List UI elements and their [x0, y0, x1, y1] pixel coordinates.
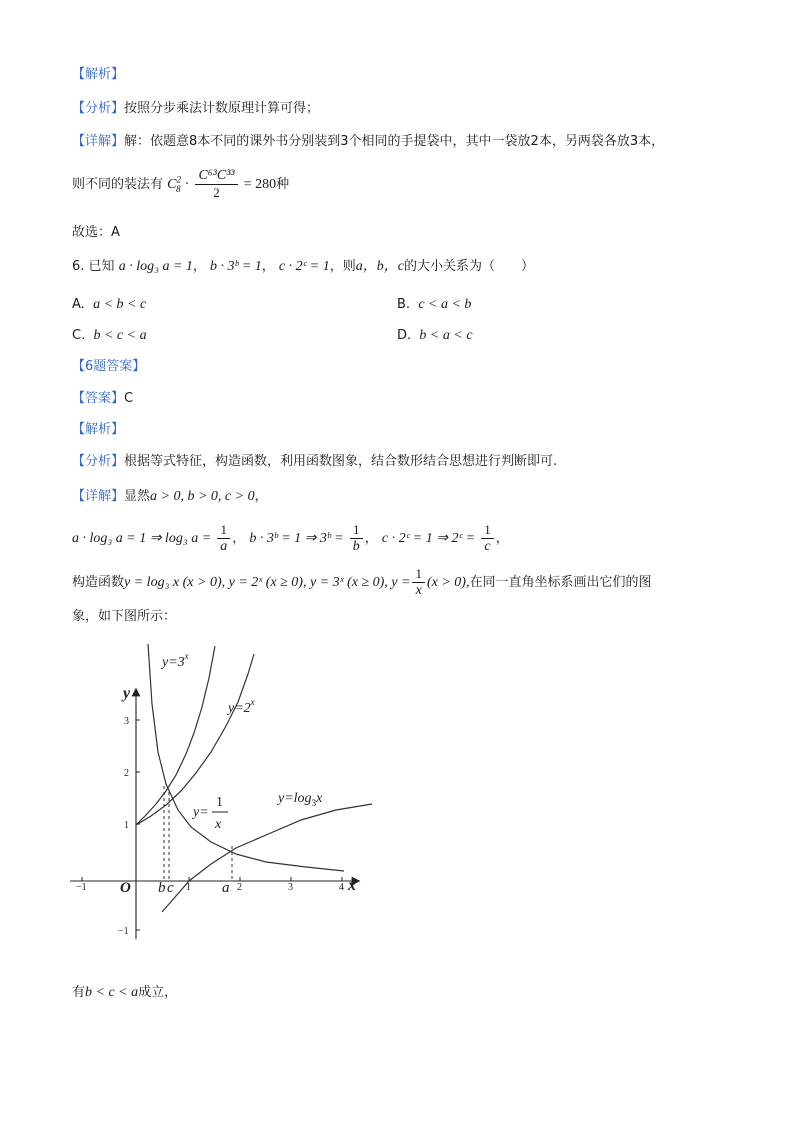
option-c-label: C. [72, 328, 86, 343]
option-d-label: D. [397, 328, 412, 343]
analysis-line-1 [72, 99, 319, 119]
answer-line [72, 389, 133, 409]
detail-line-2: 【详解】显然a > 0, b > 0, c > 0， [72, 489, 268, 504]
analysis-tag-1: 【分析】 [72, 101, 125, 116]
formula-fraction [195, 168, 237, 201]
x-tick-4: 4 [339, 882, 344, 893]
eq-a-frac: $\frac{1}{a}$ [217, 522, 230, 555]
x-tick-neg1: −1 [76, 882, 87, 893]
formula-prefix: 则不同的装法有 [72, 177, 164, 192]
option-b-label: B. [397, 297, 411, 312]
conclusion-line [72, 983, 177, 1003]
point-label-b: b [158, 880, 166, 896]
analysis-tag-2: 【分析】 [72, 454, 125, 469]
equations-line: a · log₃ a = 1 ⇒ log₃ a = $\frac{1}{a}$ ， b · 3ᵇ = 1 ⇒ 3ᵇ = $\frac{1}{b}$ ， c · 2ᶜ = 1 ⇒ 2ᶜ = $\frac{1}{c}$ ， [72, 522, 509, 554]
option-b-expr: c < a < b [418, 297, 472, 312]
y-axis-label: y [123, 685, 131, 702]
y-tick-neg1: −1 [118, 926, 129, 937]
q6-cond1: a · log₃ a = 1 [118, 259, 193, 274]
construct-line-2: 象，如下图所示： [72, 609, 177, 624]
function-graph [66, 634, 376, 944]
option-c[interactable] [72, 326, 147, 346]
x-tick-3: 3 [288, 882, 293, 893]
option-b[interactable] [397, 295, 471, 315]
q6-prefix: 6. 已知 [72, 259, 115, 274]
q6-vars: a，b，c [355, 259, 404, 274]
y-tick-2: 2 [124, 768, 129, 779]
detail-text-2: 显然 [124, 489, 151, 504]
label-log: $y=\log_3x$ [278, 791, 323, 808]
point-labels [158, 880, 230, 896]
construct-frac: $\frac{1}{x}$ [412, 566, 425, 599]
q6-cond2: b · 3ᵇ = 1 [210, 259, 262, 274]
option-d-expr: b < a < c [419, 328, 473, 343]
ticks [82, 720, 342, 930]
conclusion-prefix: 有 [72, 985, 86, 1000]
construct-prefix: 构造函数 [72, 575, 125, 590]
answer-tag: 【答案】 [72, 391, 125, 406]
y-tick-3: 3 [124, 716, 129, 727]
label-recip-left: y= [193, 805, 209, 820]
curve-2x [136, 654, 254, 825]
eq-a: a · log₃ a = 1 ⇒ log₃ a = [72, 531, 212, 546]
answer-6-header: 【6题答案】 [72, 359, 146, 374]
x-tick-2: 2 [237, 882, 242, 893]
analysis-text-2: 根据等式特征，构造函数，利用函数图象，结合数形结合思想进行判断即可. [124, 454, 558, 469]
curve-log3x [162, 804, 372, 912]
axes [70, 692, 356, 939]
formula-dot: · [184, 177, 190, 192]
x-tick-1: 1 [186, 882, 191, 893]
construct-funcs: y = log₃ x (x > 0), y = 2ˣ (x ≥ 0), y = 3ˣ (x ≥ 0), y = [124, 575, 411, 590]
eq-c-frac: $\frac{1}{c}$ [481, 522, 494, 555]
choose-line-1: 故选：A [72, 225, 120, 240]
detail-tag-1: 【详解】 [72, 134, 125, 149]
conclusion-expr: b < c < a [85, 985, 139, 1000]
point-label-c: c [167, 880, 174, 896]
option-d[interactable] [397, 326, 473, 346]
detail-text-1: 解：依题意8本不同的课外书分别装到3个相同的手提袋中，其中一袋放2本，另两袋各放3本， [124, 134, 665, 149]
formula-unit: 种 [276, 177, 290, 192]
analysis-line-2 [72, 452, 557, 472]
option-c-expr: b < c < a [93, 328, 147, 343]
q6-mid: ，则 [329, 259, 356, 274]
x-axis-label: x [348, 877, 356, 894]
label-2x: $y=2^x$ [228, 697, 255, 716]
formula-frac-den: 2 [213, 185, 220, 200]
option-a-label: A. [72, 297, 85, 312]
formula-frac-num: C⁶³C³³ [195, 168, 237, 185]
eq-b: b · 3ᵇ = 1 ⇒ 3ᵇ = [249, 531, 344, 546]
answer-value: C [124, 391, 134, 406]
label-recip-den: x [215, 817, 222, 832]
formula-line-1 [72, 166, 289, 204]
construct-tail: (x > 0), [426, 575, 470, 590]
y-tick-1: 1 [124, 820, 129, 831]
label-3x: $y=3^x$ [162, 651, 189, 670]
eq-c: c · 2ᶜ = 1 ⇒ 2ᶜ = [381, 531, 476, 546]
question-6-stem: 6. 已知 a · log₃ a = 1， b · 3ᵇ = 1， c · 2ᶜ = 1，则a，b，c的大小关系为（ ） [72, 259, 534, 274]
jiexi-tag-1: 【解析】 [72, 67, 125, 82]
jiexi-tag-2: 【解析】 [72, 422, 125, 437]
formula-result: = 280 [243, 177, 277, 192]
tick-labels [76, 716, 344, 937]
q6-cond3: c · 2ᶜ = 1 [278, 259, 330, 274]
construct-suffix: 在同一直角坐标系画出它们的图 [469, 575, 652, 590]
curve-3x [136, 646, 215, 825]
option-a-expr: a < b < c [93, 297, 147, 312]
point-label-a: a [222, 880, 230, 896]
q6-suffix: 的大小关系为（ ） [403, 259, 534, 274]
positivity-expr: a > 0, b > 0, c > 0 [150, 489, 255, 504]
detail-tag-2: 【详解】 [72, 489, 125, 504]
conclusion-suffix: 成立， [138, 985, 178, 1000]
analysis-text-1: 按照分步乘法计数原理计算可得； [124, 101, 320, 116]
eq-b-frac: $\frac{1}{b}$ [350, 522, 363, 555]
origin-label: O [120, 880, 131, 896]
construct-line [72, 564, 651, 602]
curves [136, 644, 372, 912]
option-a[interactable] [72, 295, 146, 315]
label-recip-num: 1 [216, 795, 223, 810]
formula-c8: $C^2_8$ [167, 174, 181, 194]
curve-labels [160, 651, 323, 832]
detail-line-1 [72, 132, 664, 152]
